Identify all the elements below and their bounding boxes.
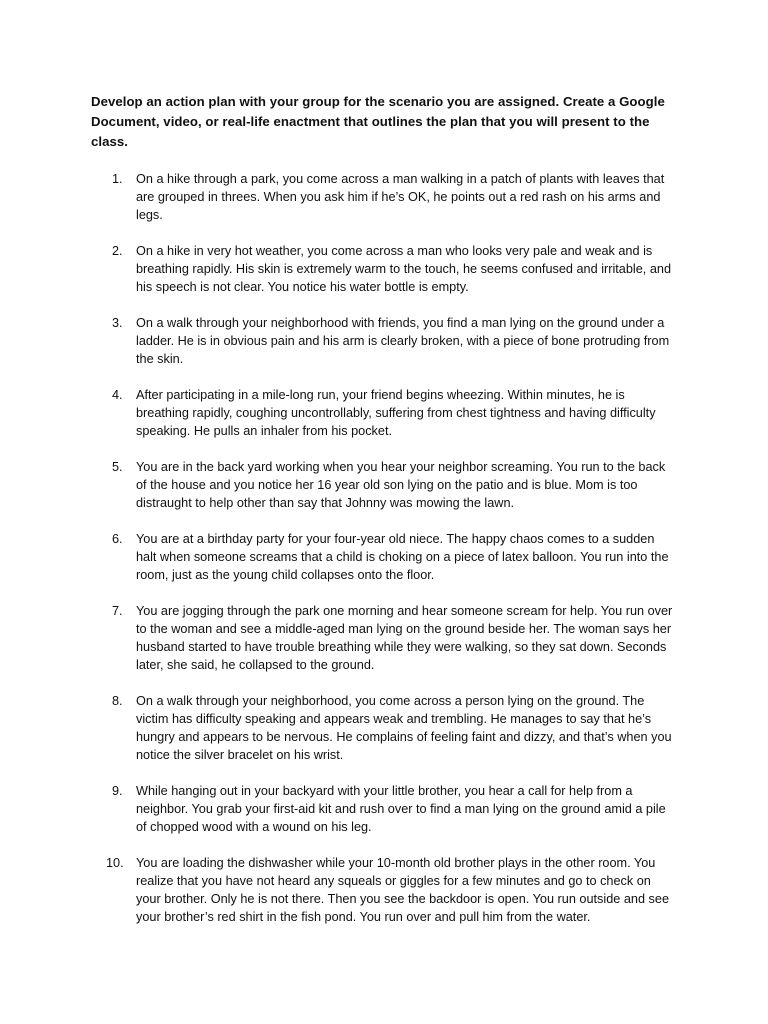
scenario-item xyxy=(91,854,678,926)
scenario-number: 8. xyxy=(112,694,123,708)
scenario-text: On a hike in very hot weather, you come across a man who looks very pale and weak and is breathing rapidly. His skin is extremely warm to the touch, he seems confused and irritable, and his speech is not clear. You notice his water bottle is empty. xyxy=(136,244,672,294)
scenario-text: You are at a birthday party for your four-year old niece. The happy chaos comes to a sudden halt when someone screams that a child is choking on a piece of latex balloon. You run into the room, just as the young child collapses onto the floor. xyxy=(136,532,669,582)
scenario-text: After participating in a mile-long run, your friend begins wheezing. Within minutes, he is breathing rapidly, coughing uncontrollably, suffering from chest tightness and having difficulty speaking. He pulls an inhaler from his pocket. xyxy=(136,388,656,438)
scenario-text: You are in the back yard working when you hear your neighbor screaming. You run to the back of the house and you notice her 16 year old son lying on the patio and is blue. Mom is too distraught to help other than say that Johnny was mowing the lawn. xyxy=(136,460,666,510)
scenario-item xyxy=(91,242,678,296)
scenario-number: 4. xyxy=(112,388,123,402)
scenario-item xyxy=(91,530,678,584)
scenario-text: On a walk through your neighborhood, you come across a person lying on the ground. The victim has difficulty speaking and appears weak and trembling. He manages to say that he’s hungry and appears to be nervous. He complains of feeling faint and dizzy, and that’s when you notice the silver bracelet on his wrist. xyxy=(136,694,672,762)
scenario-number: 2. xyxy=(112,244,123,258)
scenario-item xyxy=(91,170,678,224)
assignment-instructions: Develop an action plan with your group for the scenario you are assigned. Create a Google Document, video, or real-life enactment that outlines the plan that you will present to the class. xyxy=(91,94,665,149)
scenario-item xyxy=(91,602,678,674)
scenario-item xyxy=(91,314,678,368)
scenario-text: You are loading the dishwasher while your 10-month old brother plays in the other room. You realize that you have not heard any squeals or giggles for a few minutes and go to check on your brother. Only he is not there. Then you see the backdoor is open. You run outside and see your brother’s red shirt in the fish pond. You run over and pull him from the water. xyxy=(136,856,669,924)
scenario-text: While hanging out in your backyard with your little brother, you hear a call for help from a neighbor. You grab your first-aid kit and rush over to find a man lying on the ground amid a pile of chopped wood with a wound on his leg. xyxy=(136,784,666,834)
scenario-text: On a hike through a park, you come across a man walking in a patch of plants with leaves that are grouped in threes. When you ask him if he’s OK, he points out a red rash on his arms and legs. xyxy=(136,172,665,222)
scenario-text: You are jogging through the park one morning and hear someone scream for help. You run over to the woman and see a middle-aged man lying on the ground beside her. The woman says her husband started to have trouble breathing while they were walking, so they sat down. Seconds later, she said, he collapsed to the ground. xyxy=(136,604,673,672)
scenario-item xyxy=(91,458,678,512)
scenario-item xyxy=(91,782,678,836)
scenario-number: 10. xyxy=(106,856,124,870)
scenario-number: 5. xyxy=(112,460,123,474)
scenario-number: 9. xyxy=(112,784,123,798)
scenario-number: 7. xyxy=(112,604,123,618)
scenario-text: On a walk through your neighborhood with friends, you find a man lying on the ground under a ladder. He is in obvious pain and his arm is clearly broken, with a piece of bone protruding from the skin. xyxy=(136,316,670,366)
scenario-number: 1. xyxy=(112,172,123,186)
scenario-item xyxy=(91,692,678,764)
scenario-number: 6. xyxy=(112,532,123,546)
scenario-list xyxy=(91,170,678,926)
scenario-number: 3. xyxy=(112,316,123,330)
scenario-item xyxy=(91,386,678,440)
